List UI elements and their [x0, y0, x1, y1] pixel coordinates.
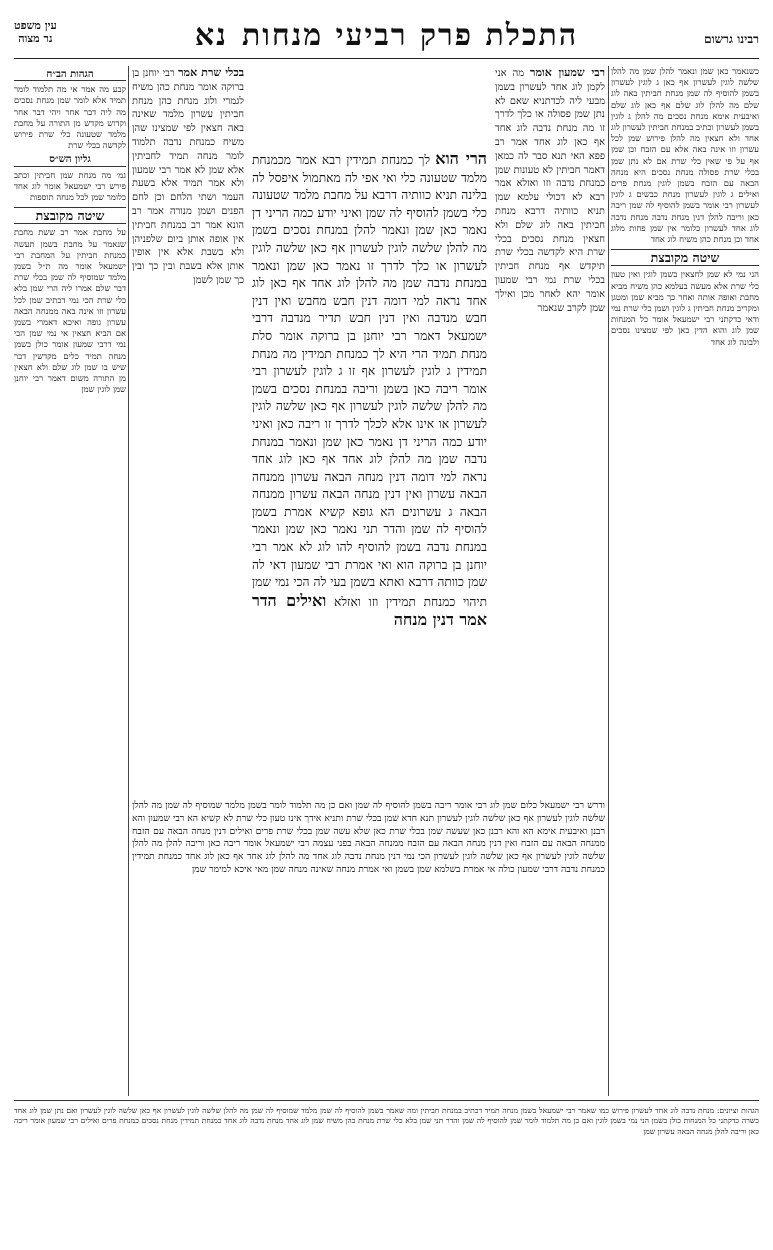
- right-commentary-label: רבינו גרשום: [704, 32, 759, 46]
- tosafot-opening: בכלי שרת אמר: [178, 66, 244, 79]
- rashi-text: מה אני לקמן לוג אחד לעשרון בשמן מבעי ליה לכדתניא שאם לא נתן שמן פסולה או כלך לדרך זו מה מנחת נדבה לוג אחד אף כאן לוג אחד אמר רב פפא האי תנא סבר לה כמאן דאמר חביתין לא טעונות שמן כמנחת נדבה וזו ואזלא אמר רבא לא דכולי עלמא שמן תניא כוותיה דרבא מנחת חביתין באה לוג שלם ולא חצאין מנחת נסכים בכלי שרת היא לקדשה בכלי שרת תיקדש אף מנחת חביתין בכלי שרת נמי רבי שמעון אומר יהא לאחר מכן ואילך שמן לקרב שנאמר: [495, 68, 605, 314]
- gilyon-hashas-text: גמ׳ מה מנחת שמן חביתין וכתב פירש רבי ישמעאל אומר לוג אחד כלומר שמן לכל מנחה תוספות: [14, 169, 126, 203]
- column-divider-right: [608, 66, 609, 1096]
- shita-mekubetzet-heading-left: שיטה מקובצת: [14, 207, 126, 224]
- rashi-commentary: [495, 66, 605, 786]
- chapter-title: התכלת פרק רביעי מנחות: [241, 18, 579, 53]
- shita-mekubetzet-heading-right: שיטה מקובצת: [611, 249, 759, 266]
- footer-rule: [14, 1100, 759, 1101]
- shita-mekubetzet-text-left: על מחבת אמר רב ששת מחבת שנאמר על מחבת בשמן תעשה כמנחת חביתין על המחבת רבי ישמעאל אומר מה ת״ל בשמן מלמד שמוסיף לה שמן בכלי שרת דבר שלם אמרו ליה הרי שמן בלא כלי שרת הכי נמי דכתיב שמן לכל עשרון וזו אינה באה ממנחה הבאה עשרון גופה ואיכא דאמרי בשמן אם הביא חצאין אי נמי שמן הכי נמי דרבי שמעון אומר כולן בשמן מנחה תמיד כלים מקדשין דבר שיש בו שמן לוג שלם ולא חצאין מן התורה משום דאמר רבי יוחנן שמן לוגין שמן: [14, 227, 126, 395]
- column-divider-left: [128, 66, 129, 1096]
- tosafot-text: רבי יוחנן בן ברוקה אומר מנחת כהן משיח לגמרי ולוג מנחת כהן מנחת חביתין עשרון מלמד שאינה באה חצאין לפי שמצינו שהן משיח כמנחת נדבה תלמוד לומר מנחה תמיד לחביתין אלא שמן לא אמר רבי שמעון ולא אמר תמיד אלא בשעת העמר ושתי הלחם וכן לחם הפנים ושמן מנורה אמר רב הונא אמר רב במנחת חביתין אין אופה אותן ביום שלפניהן ולא בשבת אלא אין אופין אותן אלא בשבת ובין כך ובין כך שמן לשמן: [132, 68, 244, 286]
- lower-commentary-text: ודרש רבי ישמעאל כלום שמן לוג רבי אומר ריבה בשמן להוסיף לה שמן ואם כן מה תלמוד לומר בשמן מלמד שמוסיף לה שמן מה להלן שלשה לוגין לעשרון אף כאן שלשה לוגין לעשרון תנא חדא שמן בכלי שרת ותניא אידך אינו טעון כלי שרת לא קשיא הא רבי שמעון והא רבנן ואיבעית אימא הא והא רבנן כאן שעשה שמן בכלי שרת כאן שלא עשה שמן בכלי שרת פרים ואילים דנין מנחה הבאה עם הזבח ממנחה הבאה עם הזבח ואין דנין מנחה הבאה עם הזבח ממנחה הבאה בפני עצמה רבי ישמעאל אומר ריבה כאן וריבה להלן מה להלן שלשה לוגין לעשרון אף כאן שלשה לוגין לעשרון הכי נמי דנין מנחת נדבה לוג אחד מה להלן לוג אחד אף כאן לוג אחד כמנחת תמידין כמנחת נדבה דרבי שמעון כולה אי אמרת בשלמא שמן בשמן ואי אמרת מנחה שאינה מנחה שמן מאי איכא למימר שמן: [132, 800, 605, 875]
- page-title: [134, 18, 639, 53]
- gemara-main-text: [252, 150, 487, 790]
- lower-commentary: [132, 800, 605, 1090]
- ner-mitzvah-label: נר מצוה: [18, 31, 53, 45]
- footer-text: הגהות וציונים: מנחת נדבה לוג אחד לעשרון פירוש כמו שאמר רבי ישמעאל בשמן מנחה תמיד דכתיב במנחת חביתין ומה שאמר בשמן להוסיף לה שמן מלמד שמוסיף לה שמן מה להלן שלשה לוגין לעשרון אף כאן שלשה לוגין לעשרון ואם נתן שמן לוג אחד כשרה כדקתני כל המנחות כולן בשמן הני נמי בשמן לוגין ואם כן מה תלמוד לומר שמן להוסיף לה שמן והדר תני שמן בלא כלי שרת מנחת כהן משיח שמן לוג אחד מנחת נדבה לוג אחד כמנחת תמידין מנחת נסכים כמנחת פרים ואילים רבי שמעון אומר ריבה כאן וריבה להלן מנחה הבאה עשרון שמן: [14, 1106, 759, 1136]
- folio-number: נא: [194, 18, 228, 53]
- gemara-opening-words: הרי הוא: [435, 150, 487, 168]
- ein-mishpat-column: [14, 66, 126, 1096]
- gemara-closing-words: ואילים הדר אמר דנין מנחה: [252, 590, 487, 630]
- right-column-text: כשנאמר כאן שמן ונאמר להלן שמן מה להלן שלשה לוגין לעשרון אף כאן ג לוגין לעשרון בשמן להוסיף לה שמן מנחת חביתין באה לוג שלם מה להלן לוג שלם אף כאן לוג שלם ואיבעית אימא מנחת נסכים מה להלן ג לוגין בשמן לעשרון וכתיב במנחת חביתין לעשרון לוג אחד ולא חצאין מה להלן פירוש שמן לכל עשרון וזו אינה באה אלא עם הזבח וכן שמן אף על פי שאין כלי שרת אם לא נתן שמן בכלי שרת פסולה מנחת נסכים היא מנחה הבאה עם הזבח בשמן לוגין מנחת פרים ואילים ג לוגין לעשרון מנחת כבשים ג לוגין לעשרון רבי אומר בשמן להוסיף לה שמן ריבה כאן וריבה להלן דנין מנחת נדבה מנחת נדבה לוג אחד לעשרון כלומר אין שמן פחות מלוג אחד וכן מנחת כהן משיח לוג אחד: [611, 66, 759, 245]
- gemara-text: לך כמנחת תמידין רבא אמר מכמנחת מלמד שטעונה כלי ואי אפי לה מאתמול איפסל לה בלינה תניא כוותיה דרבא על מחבת מלמד שטעונה כלי בשמן להוסיף לה שמן ואיני יודע כמה הריני דן נאמר כאן שמן ונאמר להלן במנחת נסכים בשמן מה להלן שלשה לוגין לעשרון אף כאן שלשה לוגין לעשרון או כלך לדרך זו נאמר כאן שמן ונאמר במנחת נדבה שמן מה להלן לוג אחד אף כאן לוג אחד נראה למי דומה דנין חבש מחבש ואין דנין חבש מנדבה ואין דנין חבש תדיר מנדבה דרבי ישמעאל דאמר רבי יוחנן בן ברוקה אומר סלת מנחת תמיד הרי היא לך כמנחת תמידין מה מנחת תמידין ג לוגין לעשרון אף זו ג לוגין לעשרון רבי אומר ריבה כאן בשמן וריבה במנחת נסכים בשמן מה להלן שלשה לוגין לעשרון אף כאן שלשה לוגין לעשרון או אינו אלא לכלך לדרך זו ריבה כאן ואיני יודע כמה הריני דן נאמר כאן שמן ונאמר במנחת נדבה שמן מה להלן לוג אחד אף כאן לוג אחד נראה למי דומה דנין מנחה הבאה עשרון ממנחה הבאה עשרון ואין דנין מנחה הבאה עשרון ממנחה הבאה ג עשרונים הא גופא קשיא אמרת בשמן להוסיף לה שמן והדר תני נאמר כאן שמן ונאמר במנחת נדבה בשמן להוסיף להו לוג לא אמר רבי יוחנן בן ברוקה הוא ואי אמרת רבי שמעון דאי לה שמן כוותה דרבא ואתא בשמן בעי לה הכי נמי שמן תיהוי כמנחת תמידין וזו ואזלא: [252, 153, 487, 609]
- gilyon-hashas-heading: גליון הש״ס: [14, 154, 126, 166]
- footer-notes: [14, 1106, 759, 1231]
- rashi-opening: רבי שמעון אומר: [530, 66, 605, 79]
- rabbeinu-gershom-column: [611, 66, 759, 1096]
- tosafot-commentary: [132, 66, 244, 786]
- page-header: [14, 14, 759, 54]
- left-reference-label: [14, 20, 57, 45]
- hagahot-habach-heading: הגהות הב״ח: [14, 69, 126, 81]
- ein-mishpat-label: עין משפט: [14, 19, 57, 32]
- right-column-text-2: הני נמי לא שמן לחצאין בשמן לוגין ואין טעון כלי שרת אלא מעשה בעלמא כהן משיח מביא מחבת ואופה אותה ואחר כך מביא שמן ומטגן ומקריב מנחת חביתין ג לוגין ושמן כלי שרת נמי ודאי כדקתני רבי ישמעאל אומר כל המנחות שמן לוג והוא הדין כאן לפי שמצינו נסכים ולבונה לוג אחד: [611, 269, 759, 347]
- header-rule: [14, 58, 759, 59]
- hagahot-habach-text: קבע מה אמר אי מה תלמוד לומר תמיד אלא לומר שמן מנחת נסכים מה ליה דבר אחר ויהי דבר אחר וקדוש מקדש מן התורה על מחבת מלמד שטעונה כלי שרת פירוש לקדשה בכלי שרת: [14, 84, 126, 151]
